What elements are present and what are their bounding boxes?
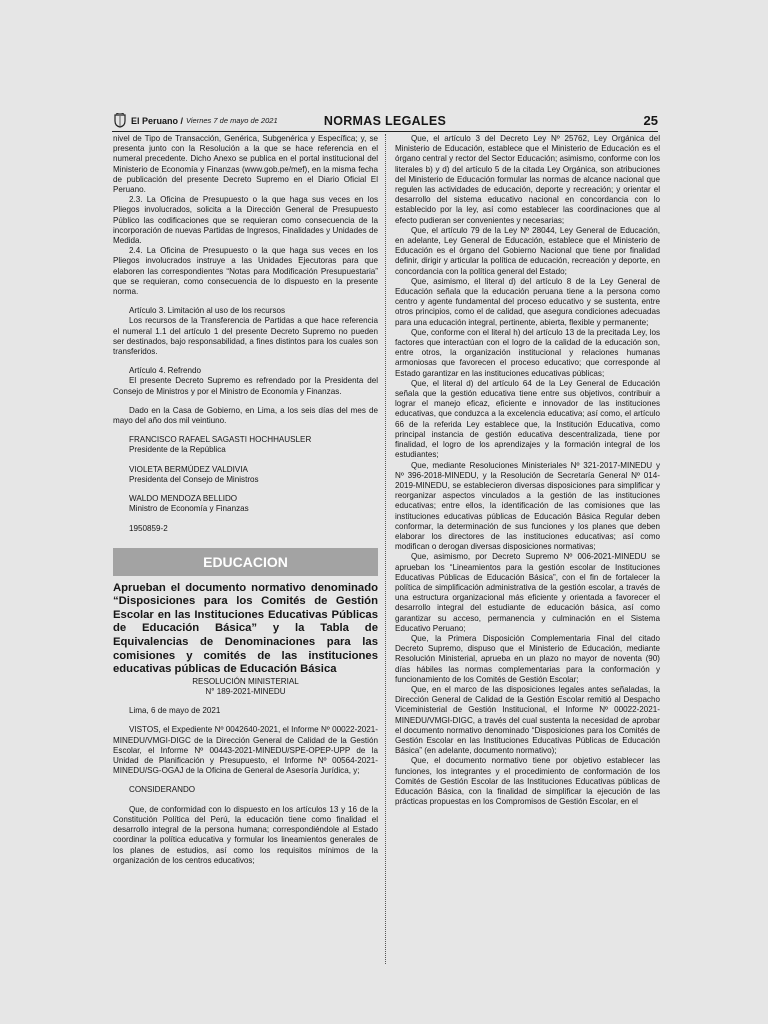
paragraph: Los recursos de la Transferencia de Partidas a que hace referencia el numeral 1.1 del artículo 1 del presente Decreto Supremo no pueden ser destinados, bajo responsabilidad, a fines distintos para los cuales son transferidos.	[113, 316, 378, 357]
right-column	[395, 134, 660, 964]
section-banner: EDUCACION	[113, 548, 378, 576]
paragraph: El presente Decreto Supremo es refrendado por la Presidenta del Consejo de Ministros y por el Ministro de Economía y Finanzas.	[113, 376, 378, 396]
article-3-title: Artículo 3. Limitación al uso de los recursos	[129, 306, 286, 316]
article-4-title: Artículo 4. Refrendo	[129, 366, 201, 376]
signatory-role: Presidenta del Consejo de Ministros	[129, 474, 259, 484]
paragraph: nivel de Tipo de Transacción, Genérica, Subgenérica y Específica; y, se presenta junto con la Resolución a la que se hace referencia en el numeral precedente. Dicho Anexo se publica en el portal institucional del Ministerio de Economía y Finanzas (www.gob.pe/mef), en la misma fecha de publicación del presente Decreto Supremo en el Diario Oficial El Peruano.	[113, 134, 378, 195]
paragraph: Que, el artículo 3 del Decreto Ley Nº 25762, Ley Orgánica del Ministerio de Educación, establece que el Ministerio de Educación es el órgano central y rector del Sector Educación; asimismo, conforme con los literales b) y d) del artículo 5 de la citada Ley Orgánica, son atribuciones del Ministerio de Educación formular las normas de alcance nacional que regulen las actividades de educación, deporte y recreación; y orientar el desarrollo del sistema educativo nacional en concordancia con lo establecido por la ley, así como establecer las coordinaciones que al efecto pudieran ser convenientes y necesarias;	[395, 134, 660, 225]
paragraph: Que, asimismo, por Decreto Supremo Nº 006-2021-MINEDU se aprueban los “Lineamientos para la gestión escolar de Instituciones Educativas Públicas de Educación Básica”, con el fin de fortalecer la política de simplificación administrativa de la gestión escolar, a través de una estructura organizacional más eficiente y orientada a favorecer el desarrollo integral del estudiante de educación básica, así como garantizar su acceso, permanencia y culminación en el Sistema Educativo Peruano;	[395, 552, 660, 633]
paragraph: Que, el documento normativo tiene por objetivo establecer las funciones, los integrantes y el procedimiento de conformación de los Comités de Gestión Escolar de las Instituciones Educativas públicas de Educación Básica, con la finalidad de simplificar la ejecución de las prácticas propuestas en los Compromisos de Gestión Escolar, en el	[395, 756, 660, 807]
signatory-role: Presidente de la República	[129, 445, 226, 455]
document-code: 1950859-2	[129, 523, 168, 533]
paragraph: Que, conforme con el literal h) del artículo 13 de la precitada Ley, los factores que interactúan con el logro de la calidad de la educación son, entre otros, la organización institucional y relaciones humanas armoniosas que favorecen el proceso educativo; que corresponde al Estado garantizar en las instituciones educativas públicas;	[395, 327, 660, 378]
signatory-name: WALDO MENDOZA BELLIDO	[129, 494, 238, 504]
signatory-name: FRANCISCO RAFAEL SAGASTI HOCHHAUSLER	[129, 435, 312, 445]
paragraph: Dado en la Casa de Gobierno, en Lima, a los seis días del mes de mayo del año dos mil veintiuno.	[113, 405, 378, 426]
paragraph: 2.3. La Oficina de Presupuesto o la que haga sus veces en los Pliegos involucrados, solicita a la Dirección General de Presupuesto Público las codificaciones que se requieran como consecuencia de la incorporación de nuevas Partidas de Ingresos, Finalidades y Unidades de Medida.	[113, 195, 378, 246]
paragraph: VISTOS, el Expediente Nº 0042640-2021, el Informe Nº 00022-2021-MINEDU/VMGI-DIGC de la Dirección General de Calidad de la Gestión Escolar, el Informe Nº 00443-2021-MINEDU/SPE-OPEP-UPP de la Unidad de Planificación y Presupuesto, el Informe Nº 00564-2021-MINEDU/SG-OGAJ de la Oficina de General de Asesoría Jurídica, y;	[113, 725, 378, 776]
page-number: 25	[643, 113, 658, 128]
page-header	[112, 110, 658, 132]
considerando-heading: CONSIDERANDO	[129, 785, 196, 795]
column-divider	[385, 134, 386, 964]
headline: Aprueban el documento normativo denominado “Disposiciones para los Comités de Gestión Escolar en las Instituciones Educativas Públicas de Educación Básica” y la Tabla de Equivalencias de Denominaciones para las comisiones y comités de las instituciones educativas públicas de Educación Básica	[113, 581, 378, 676]
issue-date: Viernes 7 de mayo de 2021	[186, 116, 278, 125]
signatory-name: VIOLETA BERMÚDEZ VALDIVIA	[129, 464, 248, 474]
coat-of-arms-icon	[112, 113, 128, 129]
signatory-role: Ministro de Economía y Finanzas	[129, 504, 249, 514]
paragraph: Que, en el marco de las disposiciones legales antes señaladas, la Dirección General de Calidad de la Gestión Escolar remitió al Despacho Viceministerial de Gestión Institucional, el Informe Nº 00022-2021-MINEDU/VMGI-DIGC, a través del cual sustenta la necesidad de aprobar el documento normativo denominado “Disposiciones para los Comités de Gestión Escolar en las Instituciones Educativas Públicas de Educación Básica” (en adelante, documento normativo);	[395, 684, 660, 756]
left-column	[113, 134, 378, 964]
paragraph: Que, el artículo 79 de la Ley Nº 28044, Ley General de Educación, en adelante, Ley General de Educación, establece que el Ministerio de Educación es el órgano del Gobierno Nacional que tiene por finalidad definir, dirigir y articular la política de educación, recreación y deporte, en concordancia con la política general del Estado;	[395, 225, 660, 276]
paragraph: 2.4. La Oficina de Presupuesto o la que haga sus veces en los Pliegos involucrados instruye a las Unidades Ejecutoras para que elaboren las correspondientes “Notas para Modificación Presupuestaria” que se requieran, como consecuencia de lo dispuesto en la presente norma.	[113, 246, 378, 297]
paragraph: Que, de conformidad con lo dispuesto en los artículos 13 y 16 de la Constitución Política del Perú, la educación tiene como finalidad el desarrollo integral de la persona humana; correspondiéndole al Estado coordinar la política educativa y formular los lineamientos generales de los planes de estudios, así como los requisitos mínimos de la organización de los centros educativos;	[113, 804, 378, 865]
brand-name: El Peruano /	[131, 115, 184, 126]
place-date: Lima, 6 de mayo de 2021	[129, 706, 221, 716]
paragraph: Que, asimismo, el literal d) del artículo 8 de la Ley General de Educación señala que la educación peruana tiene a la persona como centro y agente fundamental del proceso educativo y se sustenta, entre otros principios, como el de calidad, que asegura condiciones adecuadas para una educación integral, pertinente, abierta, flexible y permanente;	[395, 276, 660, 327]
paragraph: Que, el literal d) del artículo 64 de la Ley General de Educación señala que la gestión educativa tiene entre sus objetivos, contribuir a lograr el manejo eficaz, eficiente e innovador de las instituciones educativas, que conduzca a la excelencia educativa; así como, el artículo 66 de la referida Ley establece que, la Institución Educativa, como principal instancia de gestión educativa descentralizada, tiene por finalidad, el logro de los aprendizajes y la formación integral de los estudiantes;	[395, 378, 660, 460]
section-title: NORMAS LEGALES	[323, 113, 447, 128]
resolution-title: RESOLUCIÓN MINISTERIAL	[192, 676, 299, 686]
paragraph: Que, la Primera Disposición Complementaria Final del citado Decreto Supremo, dispuso que el Ministerio de Educación, mediante Resolución Ministerial, aprueba en un plazo no mayor de noventa (90) días hábiles las normas complementarias para la conformación y funcionamiento de los Comités de Gestión Escolar;	[395, 633, 660, 684]
paragraph: Que, mediante Resoluciones Ministeriales Nº 321-2017-MINEDU y Nº 396-2018-MINEDU, y la Resolución de Secretaría General Nº 014-2019-MINEDU, se establecieron diversas disposiciones para simplificar y reorganizar aspectos vinculados a la gestión de las instituciones educativas; entre ellos, la identificación de las comisiones que las instituciones educativas públicas de Educación Básica Regular deben conformar, la determinación de sus funciones y los planes que deben elaborar los directores de las instituciones educativas; así como modifican o derogan diversas disposiciones normativas;	[395, 460, 660, 552]
resolution-number: N° 189-2021-MINEDU	[205, 687, 286, 697]
